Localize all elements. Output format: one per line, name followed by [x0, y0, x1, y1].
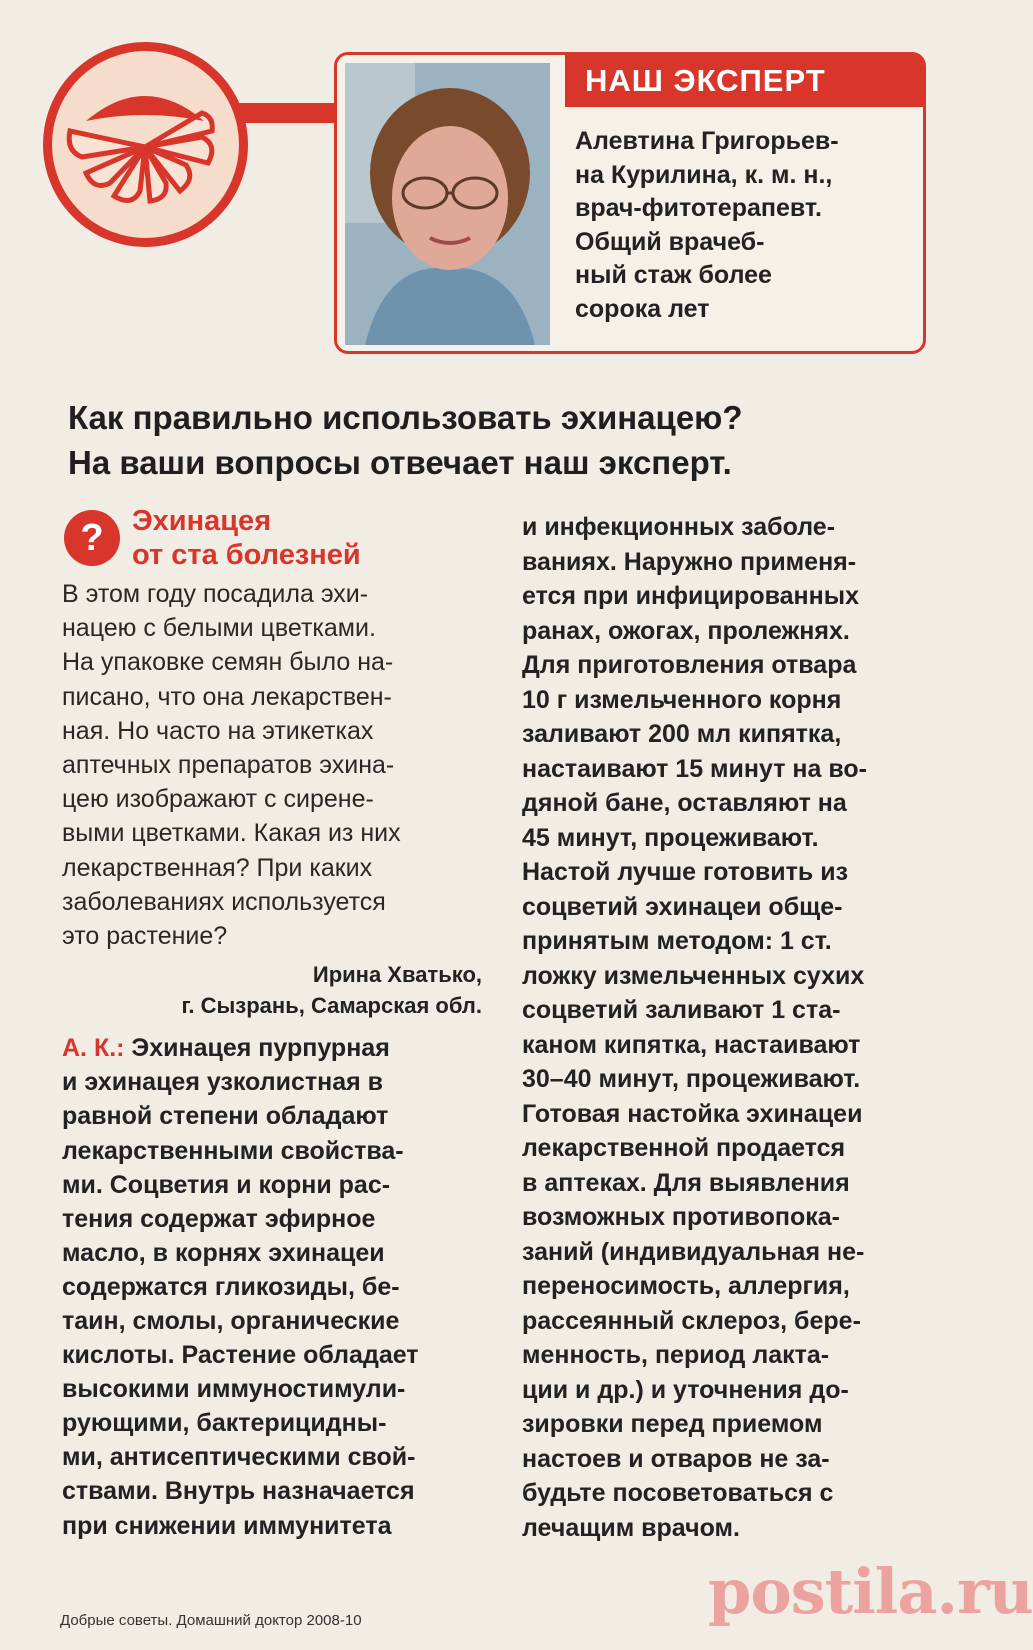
- question-mark-icon: ?: [64, 510, 120, 566]
- watermark: postila.ru: [708, 1555, 1033, 1628]
- expert-bio: Алевтина Григорьев- на Курилина, к. м. н., врач-фитотерапевт. Общий врачеб- ный стаж более сорока лет: [575, 127, 839, 323]
- answer-left-text: Эхинацея пурпурная и эхинацея узколистная в равной степени обладают лекарственными свойства- ми. Соцветия и корни рас- тения содержат эфирное масло, в корнях эхинацеи содержатся гликозиды, бе- таин, смолы, органические кислоты. Растение обладает высокими иммуностимули- рующими, бактерицидны- ми, антисептическими свой- ствами. Внутрь назначается при снижении иммунитета: [62, 1034, 419, 1540]
- expert-photo: [345, 63, 550, 345]
- question-author: Ирина Хватько, г. Сызрань, Самарская обл.: [181, 962, 482, 1019]
- question-text: В этом году посадила эхи- нацею с белыми цветками. На упаковке семян было на- писано, что она лекарствен- ная. Но часто на этикетках аптечных препаратов эхина- цею изображают с сирене- выми цветками. Какая из них лекарственная? При каких заболеваниях используется это растение?: [62, 580, 401, 951]
- expert-tab: [565, 55, 923, 107]
- left-column: [62, 577, 482, 1543]
- article-headline: Как правильно использовать эхинацею? На ваши вопросы отвечает наш эксперт.: [68, 399, 743, 481]
- expert-tab-label: НАШ ЭКСПЕРТ: [585, 63, 826, 98]
- source-caption: Добрые советы. Домашний доктор 2008-10: [60, 1612, 362, 1629]
- answer-left: [62, 1031, 482, 1542]
- answer-initials: А. К.:: [62, 1034, 125, 1063]
- question-title: Эхинацея от ста болезней: [132, 505, 361, 571]
- flower-logo-icon: [43, 42, 248, 247]
- answer-right-text: и инфекционных заболе- ваниях. Наружно применя- ется при инфицированных ранах, ожогах, пролежнях. Для приготовления отвара 10 г измельченного корня заливают 200 мл кипятка, настаивают 15 минут на во- дяной бане, оставляют на 45 минут, процеживают. Настой лучше готовить из соцветий эхинацеи обще- принятым методом: 1 ст. ложку измельченных сухих соцветий заливают 1 ста- каном кипятка, настаивают 30–40 минут, процеживают. Готовая настойка эхинацеи лекарственной продается в аптеках. Для выявления возможных противопока- заний (индивидуальная не- переносимость, аллергия, рассеянный склероз, бере- менность, период лакта- ции и др.) и уточнения до- зировки перед приемом настоев и отваров не за- будьте посоветоваться с лечащим врачом.: [522, 513, 867, 1542]
- expert-card: [334, 52, 926, 354]
